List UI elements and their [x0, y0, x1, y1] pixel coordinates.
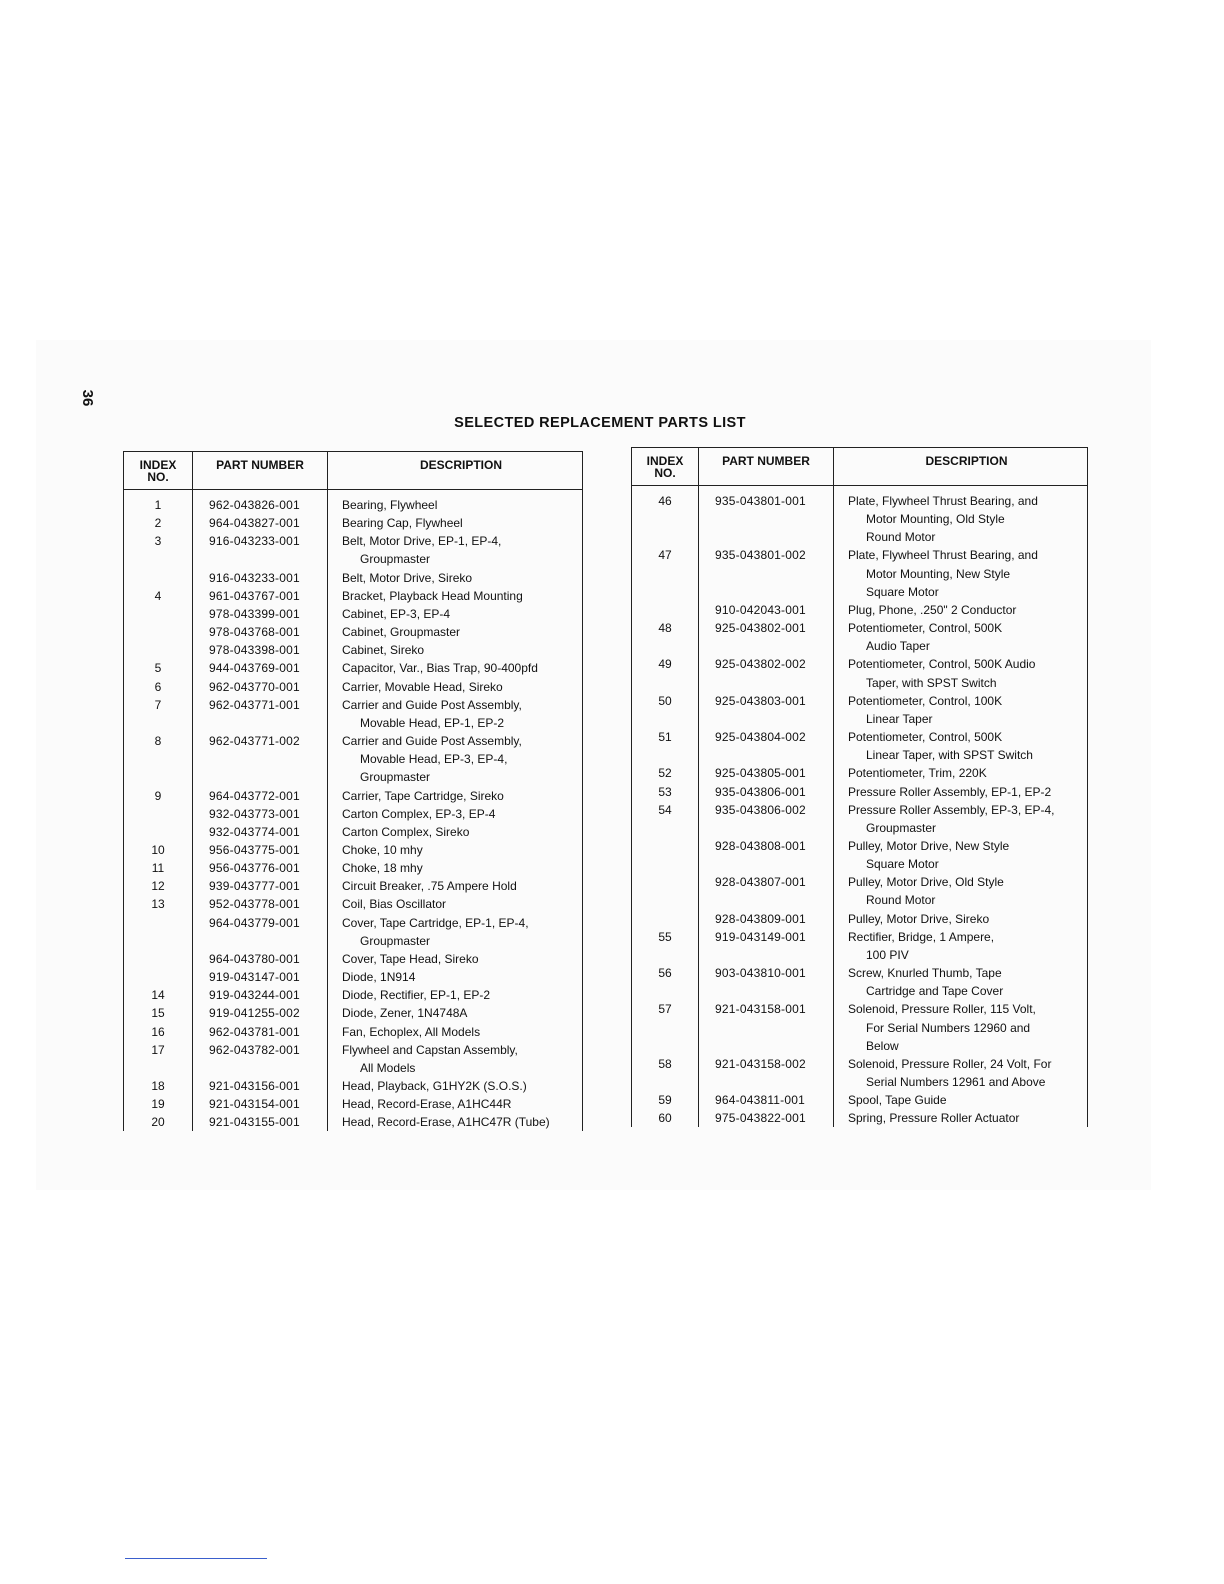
description-line: Cabinet, Sireko: [342, 643, 425, 658]
description-line: Carrier and Guide Post Assembly,: [342, 734, 522, 749]
page-number: 36: [79, 389, 96, 407]
description-line: Diode, Rectifier, EP-1, EP-2: [342, 988, 491, 1003]
description-line: Carrier and Guide Post Assembly,: [342, 697, 522, 712]
table-row: [632, 837, 1088, 873]
description-cell: [328, 678, 583, 696]
description-cell: [328, 569, 583, 587]
index-cell: 19: [124, 1095, 193, 1113]
table-row: [124, 678, 583, 696]
description-cell: [834, 692, 1088, 728]
index-cell: 9: [124, 787, 193, 805]
index-cell: [124, 623, 193, 641]
index-cell: 15: [124, 1004, 193, 1022]
table-row: [124, 1023, 583, 1041]
description-line: Plug, Phone, .250" 2 Conductor: [848, 602, 1017, 617]
description-line: Plate, Flywheel Thrust Bearing, and: [848, 548, 1038, 563]
index-cell: 47: [632, 546, 699, 600]
table-row: [632, 1000, 1088, 1054]
table-row: [124, 1004, 583, 1022]
part-number-cell: 944-043769-001: [193, 659, 328, 677]
index-cell: [124, 641, 193, 659]
description-cell: [328, 641, 583, 659]
part-number-cell: 910-042043-001: [699, 601, 834, 619]
index-cell: 7: [124, 696, 193, 732]
description-line: Bearing, Flywheel: [342, 498, 438, 512]
description-cell: [328, 659, 583, 677]
description-line: Diode, 1N914: [342, 970, 416, 985]
table-row: [124, 968, 583, 986]
description-cell: [328, 587, 583, 605]
index-cell: [632, 601, 699, 619]
part-number-cell: 962-043826-001: [193, 490, 328, 515]
part-number-cell: 928-043809-001: [699, 910, 834, 928]
description-line: Bearing Cap, Flywheel: [342, 516, 463, 531]
part-number-cell: 921-043156-001: [193, 1077, 328, 1095]
index-cell: 14: [124, 986, 193, 1004]
table-row: [124, 732, 583, 786]
index-cell: 55: [632, 928, 699, 964]
parts-table-right: [631, 447, 1088, 1127]
description-line: Choke, 18 mhy: [342, 861, 423, 876]
description-line: Solenoid, Pressure Roller, 24 Volt, For: [848, 1056, 1052, 1071]
table-row: [632, 964, 1088, 1000]
part-number-cell: 964-043772-001: [193, 787, 328, 805]
part-number-cell: 962-043771-001: [193, 696, 328, 732]
description-line: Groupmaster: [866, 820, 937, 835]
part-number-cell: 916-043233-001: [193, 532, 328, 568]
description-line: Diode, Zener, 1N4748A: [342, 1006, 468, 1021]
description-line: Serial Numbers 12961 and Above: [866, 1075, 1046, 1089]
footer-rule: [125, 1558, 267, 1559]
index-cell: [124, 968, 193, 986]
description-line: Spool, Tape Guide: [848, 1093, 947, 1108]
description-cell: [834, 601, 1088, 619]
index-cell: 5: [124, 659, 193, 677]
description-line: Carrier, Tape Cartridge, Sireko: [342, 788, 504, 803]
part-number-cell: 956-043775-001: [193, 841, 328, 859]
table-row: [124, 841, 583, 859]
description-line: Carton Complex, EP-3, EP-4: [342, 806, 496, 821]
header-row: [632, 448, 1088, 486]
part-number-cell: 919-041255-002: [193, 1004, 328, 1022]
table-row: [632, 486, 1088, 547]
description-line: Cover, Tape Head, Sireko: [342, 951, 479, 966]
table-row: [124, 623, 583, 641]
table-row: [124, 823, 583, 841]
table-row: [632, 655, 1088, 691]
header-index: [124, 452, 193, 490]
table-row: [124, 490, 583, 515]
part-number-cell: 952-043778-001: [193, 895, 328, 913]
table-row: [124, 696, 583, 732]
description-cell: [834, 619, 1088, 655]
description-line: Cartridge and Tape Cover: [866, 984, 1004, 999]
description-cell: [834, 910, 1088, 928]
description-line: Capacitor, Var., Bias Trap, 90-400pfd: [342, 661, 538, 676]
table-row: [124, 859, 583, 877]
part-number-cell: 919-043147-001: [193, 968, 328, 986]
description-cell: [328, 1113, 583, 1131]
index-cell: [632, 837, 699, 873]
description-line: Linear Taper: [866, 711, 933, 726]
description-cell: [328, 787, 583, 805]
index-cell: [124, 605, 193, 623]
index-cell: 60: [632, 1109, 699, 1127]
header-index: [632, 448, 699, 486]
description-line: Square Motor: [866, 584, 939, 599]
part-number-cell: 964-043779-001: [193, 914, 328, 950]
description-line: For Serial Numbers 12960 and: [866, 1020, 1031, 1035]
description-cell: [834, 1000, 1088, 1054]
description-cell: [328, 732, 583, 786]
index-cell: 48: [632, 619, 699, 655]
description-line: Carton Complex, Sireko: [342, 824, 470, 839]
description-line: Belt, Motor Drive, Sireko: [342, 570, 473, 585]
description-cell: [328, 532, 583, 568]
description-cell: [834, 837, 1088, 873]
description-line: Cabinet, Groupmaster: [342, 625, 461, 640]
description-line: Screw, Knurled Thumb, Tape: [848, 966, 1002, 981]
description-line: Solenoid, Pressure Roller, 115 Volt,: [848, 1002, 1036, 1017]
description-cell: [328, 968, 583, 986]
description-cell: [834, 1109, 1088, 1127]
description-line: 100 PIV: [866, 947, 909, 962]
header-description: DESCRIPTION: [328, 452, 583, 490]
header-part-number: PART NUMBER: [699, 448, 834, 486]
part-number-cell: 921-043155-001: [193, 1113, 328, 1131]
table-row: [124, 877, 583, 895]
index-cell: 54: [632, 801, 699, 837]
description-cell: [328, 950, 583, 968]
table-row: [632, 910, 1088, 928]
table-row: [124, 1113, 583, 1131]
table-row: [124, 641, 583, 659]
description-line: Cover, Tape Cartridge, EP-1, EP-4,: [342, 915, 529, 930]
table-row: [632, 1091, 1088, 1109]
index-cell: 51: [632, 728, 699, 764]
description-cell: [328, 696, 583, 732]
index-cell: 4: [124, 587, 193, 605]
page-title: SELECTED REPLACEMENT PARTS LIST: [454, 415, 746, 431]
index-cell: 57: [632, 1000, 699, 1054]
description-cell: [328, 877, 583, 895]
description-cell: [328, 1077, 583, 1095]
part-number-cell: 964-043827-001: [193, 514, 328, 532]
table-row: [124, 986, 583, 1004]
description-line: Movable Head, EP-1, EP-2: [360, 715, 505, 730]
part-number-cell: 962-043782-001: [193, 1041, 328, 1077]
table-row: [632, 783, 1088, 801]
part-number-cell: 916-043233-001: [193, 569, 328, 587]
index-cell: 56: [632, 964, 699, 1000]
header-description: DESCRIPTION: [834, 448, 1088, 486]
header-index-line1: INDEX: [139, 458, 177, 472]
table-row: [124, 587, 583, 605]
index-cell: 20: [124, 1113, 193, 1131]
index-cell: 17: [124, 1041, 193, 1077]
description-line: Head, Record-Erase, A1HC44R: [342, 1097, 512, 1112]
header-row: [124, 452, 583, 490]
part-number-cell: 925-043803-001: [699, 692, 834, 728]
part-number-cell: 939-043777-001: [193, 877, 328, 895]
description-line: All Models: [360, 1060, 416, 1075]
description-line: Pulley, Motor Drive, Sireko: [848, 911, 990, 926]
description-cell: [834, 1055, 1088, 1091]
index-cell: [124, 569, 193, 587]
part-number-cell: 962-043771-002: [193, 732, 328, 786]
index-cell: 11: [124, 859, 193, 877]
index-cell: 16: [124, 1023, 193, 1041]
table-row: [124, 659, 583, 677]
part-number-cell: 928-043807-001: [699, 873, 834, 909]
index-cell: 58: [632, 1055, 699, 1091]
index-cell: 3: [124, 532, 193, 568]
table-row: [124, 605, 583, 623]
part-number-cell: 961-043767-001: [193, 587, 328, 605]
table-row: [632, 728, 1088, 764]
index-cell: [124, 950, 193, 968]
description-line: Round Motor: [866, 530, 936, 545]
table-row: [124, 569, 583, 587]
description-cell: [328, 859, 583, 877]
part-number-cell: 935-043806-001: [699, 783, 834, 801]
description-line: Potentiometer, Control, 100K: [848, 693, 1003, 708]
part-number-cell: 962-043781-001: [193, 1023, 328, 1041]
header-index-line1: INDEX: [646, 454, 684, 468]
part-number-cell: 921-043154-001: [193, 1095, 328, 1113]
description-cell: [328, 986, 583, 1004]
table-row: [632, 601, 1088, 619]
description-line: Square Motor: [866, 857, 939, 872]
description-cell: [834, 728, 1088, 764]
index-cell: 1: [124, 490, 193, 515]
description-cell: [834, 486, 1088, 547]
part-number-cell: 978-043398-001: [193, 641, 328, 659]
description-line: Cabinet, EP-3, EP-4: [342, 606, 451, 621]
description-cell: [328, 805, 583, 823]
description-cell: [328, 895, 583, 913]
description-line: Flywheel and Capstan Assembly,: [342, 1042, 518, 1057]
description-cell: [834, 655, 1088, 691]
description-cell: [834, 783, 1088, 801]
index-cell: 52: [632, 764, 699, 782]
description-cell: [328, 1023, 583, 1041]
part-number-cell: 925-043802-002: [699, 655, 834, 691]
header-index-line2: NO.: [147, 470, 169, 484]
index-cell: 13: [124, 895, 193, 913]
description-line: Belt, Motor Drive, EP-1, EP-4,: [342, 534, 502, 549]
table-row: [124, 514, 583, 532]
part-number-cell: 921-043158-001: [699, 1000, 834, 1054]
part-number-cell: 921-043158-002: [699, 1055, 834, 1091]
part-number-cell: 935-043806-002: [699, 801, 834, 837]
parts-table-left: [123, 451, 583, 1131]
description-cell: [834, 764, 1088, 782]
index-cell: 12: [124, 877, 193, 895]
description-line: Circuit Breaker, .75 Ampere Hold: [342, 879, 517, 894]
description-cell: [834, 546, 1088, 600]
description-line: Head, Record-Erase, A1HC47R (Tube): [342, 1115, 550, 1130]
description-line: Head, Playback, G1HY2K (S.O.S.): [342, 1079, 527, 1093]
table-row: [632, 546, 1088, 600]
description-line: Potentiometer, Control, 500K: [848, 730, 1003, 745]
description-line: Movable Head, EP-3, EP-4,: [360, 752, 508, 767]
description-cell: [328, 605, 583, 623]
description-line: Taper, with SPST Switch: [866, 675, 997, 690]
description-line: Groupmaster: [360, 770, 431, 785]
part-number-cell: 962-043770-001: [193, 678, 328, 696]
description-line: Pressure Roller Assembly, EP-1, EP-2: [848, 784, 1052, 799]
part-number-cell: 919-043244-001: [193, 986, 328, 1004]
description-cell: [328, 823, 583, 841]
header-index-line2: NO.: [654, 466, 676, 480]
index-cell: 50: [632, 692, 699, 728]
description-line: Groupmaster: [360, 933, 431, 948]
description-cell: [328, 841, 583, 859]
part-number-cell: 925-043802-001: [699, 619, 834, 655]
table-row: [632, 928, 1088, 964]
description-line: Round Motor: [866, 893, 936, 908]
part-number-cell: 928-043808-001: [699, 837, 834, 873]
index-cell: 8: [124, 732, 193, 786]
table-row: [124, 1077, 583, 1095]
index-cell: [124, 823, 193, 841]
description-cell: [834, 801, 1088, 837]
description-cell: [834, 1091, 1088, 1109]
part-number-cell: 932-043773-001: [193, 805, 328, 823]
part-number-cell: 956-043776-001: [193, 859, 328, 877]
index-cell: [124, 914, 193, 950]
description-cell: [328, 514, 583, 532]
table-row: [124, 950, 583, 968]
part-number-cell: 964-043780-001: [193, 950, 328, 968]
part-number-cell: 935-043801-002: [699, 546, 834, 600]
index-cell: 10: [124, 841, 193, 859]
index-cell: [124, 805, 193, 823]
index-cell: 53: [632, 783, 699, 801]
description-line: Choke, 10 mhy: [342, 842, 423, 857]
index-cell: [632, 910, 699, 928]
description-line: Spring, Pressure Roller Actuator: [848, 1111, 1020, 1126]
index-cell: [632, 873, 699, 909]
part-number-cell: 925-043805-001: [699, 764, 834, 782]
description-line: Plate, Flywheel Thrust Bearing, and: [848, 494, 1038, 508]
description-line: Below: [866, 1038, 899, 1053]
index-cell: 6: [124, 678, 193, 696]
table-row: [124, 895, 583, 913]
part-number-cell: 978-043399-001: [193, 605, 328, 623]
description-cell: [328, 914, 583, 950]
table-row: [632, 1109, 1088, 1127]
description-line: Pressure Roller Assembly, EP-3, EP-4,: [848, 802, 1055, 817]
description-line: Fan, Echoplex, All Models: [342, 1024, 481, 1039]
index-cell: 2: [124, 514, 193, 532]
description-cell: [834, 964, 1088, 1000]
description-line: Potentiometer, Control, 500K: [848, 621, 1003, 636]
description-line: Groupmaster: [360, 552, 431, 567]
description-cell: [834, 873, 1088, 909]
description-line: Potentiometer, Control, 500K Audio: [848, 657, 1036, 672]
index-cell: 49: [632, 655, 699, 691]
part-number-cell: 932-043774-001: [193, 823, 328, 841]
table-row: [632, 692, 1088, 728]
description-line: Motor Mounting, Old Style: [866, 512, 1005, 527]
table-row: [124, 1041, 583, 1077]
table-row: [632, 801, 1088, 837]
table-row: [632, 619, 1088, 655]
header-part-number: PART NUMBER: [193, 452, 328, 490]
part-number-cell: 903-043810-001: [699, 964, 834, 1000]
table-row: [632, 764, 1088, 782]
table-row: [124, 1095, 583, 1113]
description-cell: [328, 1041, 583, 1077]
description-line: Pulley, Motor Drive, Old Style: [848, 875, 1004, 890]
description-line: Carrier, Movable Head, Sireko: [342, 679, 503, 694]
table-row: [124, 805, 583, 823]
description-cell: [328, 1004, 583, 1022]
table-row: [632, 1055, 1088, 1091]
index-cell: 18: [124, 1077, 193, 1095]
description-line: Coil, Bias Oscillator: [342, 897, 447, 912]
part-number-cell: 919-043149-001: [699, 928, 834, 964]
index-cell: 46: [632, 486, 699, 547]
table-row: [124, 787, 583, 805]
description-line: Audio Taper: [866, 639, 930, 654]
index-cell: 59: [632, 1091, 699, 1109]
part-number-cell: 964-043811-001: [699, 1091, 834, 1109]
description-line: Bracket, Playback Head Mounting: [342, 588, 523, 603]
part-number-cell: 925-043804-002: [699, 728, 834, 764]
description-line: Linear Taper, with SPST Switch: [866, 748, 1033, 763]
description-line: Potentiometer, Trim, 220K: [848, 766, 987, 781]
description-cell: [328, 490, 583, 515]
description-line: Pulley, Motor Drive, New Style: [848, 838, 1010, 853]
description-cell: [834, 928, 1088, 964]
table-row: [632, 873, 1088, 909]
description-cell: [328, 1095, 583, 1113]
table-row: [124, 532, 583, 568]
part-number-cell: 975-043822-001: [699, 1109, 834, 1127]
part-number-cell: 935-043801-001: [699, 486, 834, 547]
part-number-cell: 978-043768-001: [193, 623, 328, 641]
description-line: Rectifier, Bridge, 1 Ampere,: [848, 929, 995, 944]
description-cell: [328, 623, 583, 641]
table-row: [124, 914, 583, 950]
description-line: Motor Mounting, New Style: [866, 566, 1011, 581]
